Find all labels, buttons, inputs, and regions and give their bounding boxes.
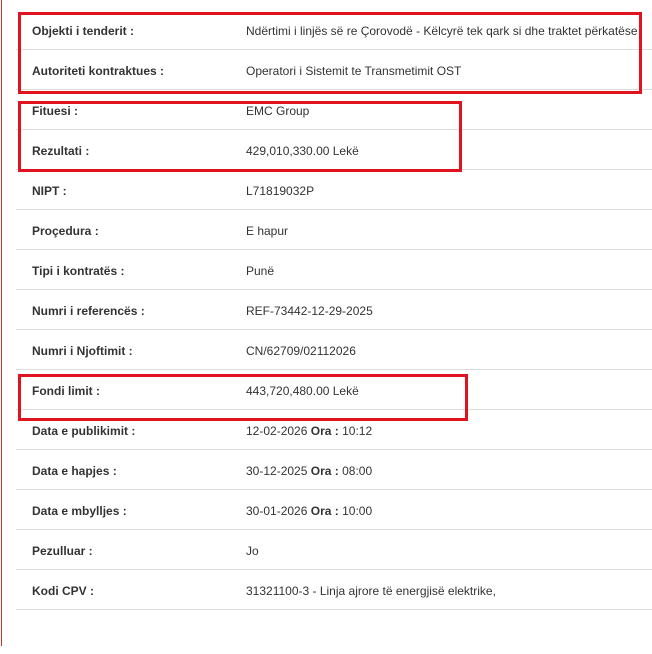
- cpv-code-label: Kodi CPV :: [32, 584, 94, 598]
- row-data-e-mbylljes: [16, 490, 652, 530]
- notice-number-value: CN/62709/02112026: [246, 344, 356, 358]
- closing-time-label: Ora :: [310, 504, 339, 518]
- reference-number-value: REF-73442-12-29-2025: [246, 304, 373, 318]
- publication-date-value: [246, 410, 372, 450]
- nipt-value: L71819032P: [246, 184, 315, 198]
- cpv-code-value: 31321100-3 - Linja ajrore të energjisë elektrike,: [246, 584, 496, 598]
- tender-object-value: Ndërtimi i linjës së re Çorovodë - Këlcyrë tek qark si dhe traktet përkatëse: [246, 24, 638, 38]
- reference-number-label: Numri i referencës :: [32, 304, 145, 318]
- contracting-authority-label: Autoriteti kontraktues :: [32, 64, 165, 78]
- result-value: 429,010,330.00 Lekë: [246, 144, 359, 158]
- publication-time-label: Ora :: [310, 424, 339, 438]
- contracting-authority-value: Operatori i Sistemit te Transmetimit OST: [246, 64, 462, 78]
- contract-type-value: Punë: [246, 264, 275, 278]
- row-objekti-i-tenderit: [16, 10, 652, 50]
- opening-date: 30-12-2025: [246, 464, 308, 478]
- row-fondi-limit: [16, 370, 652, 410]
- winner-value: EMC Group: [246, 104, 310, 118]
- row-pezulluar: [16, 530, 652, 570]
- procedure-label: Proçedura :: [32, 224, 99, 238]
- result-label: Rezultati :: [32, 144, 90, 158]
- opening-time: 08:00: [342, 464, 373, 478]
- left-border-line: [1, 0, 2, 646]
- winner-label: Fituesi :: [32, 104, 79, 118]
- limit-fund-value: 443,720,480.00 Lekë: [246, 384, 359, 398]
- row-kodi-cpv: [16, 570, 652, 610]
- opening-date-value: [246, 450, 372, 490]
- row-nipt: [16, 170, 652, 210]
- row-tipi-i-kontrates: [16, 250, 652, 290]
- opening-time-label: Ora :: [310, 464, 339, 478]
- notice-number-label: Numri i Njoftimit :: [32, 344, 133, 358]
- publication-time: 10:12: [342, 424, 373, 438]
- row-numri-i-njoftimit: [16, 330, 652, 370]
- closing-date-value: [246, 490, 372, 530]
- closing-date-label: Data e mbylljes :: [32, 504, 127, 518]
- contract-type-label: Tipi i kontratës :: [32, 264, 125, 278]
- row-numri-i-references: [16, 290, 652, 330]
- nipt-label: NIPT :: [32, 184, 67, 198]
- tender-object-label: Objekti i tenderit :: [32, 24, 135, 38]
- tender-details-table: [16, 10, 652, 610]
- row-fituesi: [16, 90, 652, 130]
- closing-time: 10:00: [342, 504, 373, 518]
- procedure-value: E hapur: [246, 224, 289, 238]
- row-autoriteti-kontraktues: [16, 50, 652, 90]
- closing-date: 30-01-2026: [246, 504, 308, 518]
- row-procedura: [16, 210, 652, 250]
- publication-date-label: Data e publikimit :: [32, 424, 136, 438]
- limit-fund-label: Fondi limit :: [32, 384, 100, 398]
- row-data-e-hapjes: [16, 450, 652, 490]
- suspended-value: Jo: [246, 544, 259, 558]
- publication-date: 12-02-2026: [246, 424, 308, 438]
- suspended-label: Pezulluar :: [32, 544, 93, 558]
- row-rezultati: [16, 130, 652, 170]
- opening-date-label: Data e hapjes :: [32, 464, 117, 478]
- row-data-e-publikimit: [16, 410, 652, 450]
